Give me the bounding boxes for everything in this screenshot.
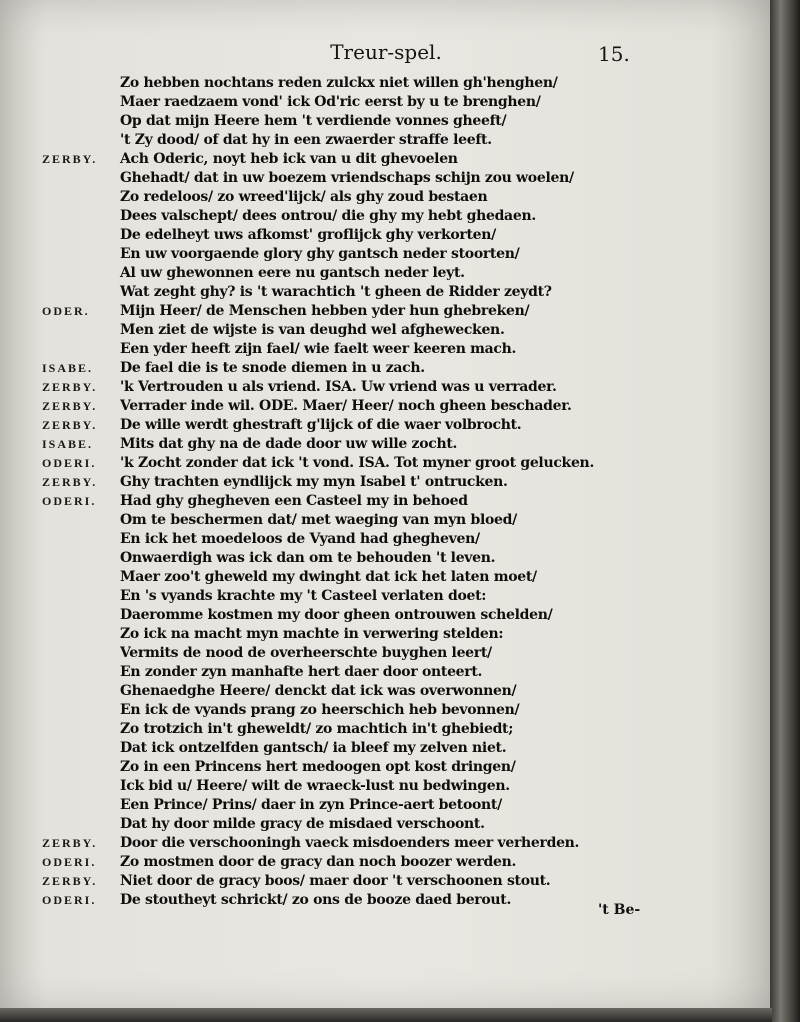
verse-line [0,188,760,207]
verse-text: Had ghy ghegheven een Casteel my in behoed [120,493,468,509]
verse-line [0,264,760,283]
speaker-label: ZERBY. [42,399,98,413]
verse-text: De edelheyt uws afkomst' groflijck ghy verkorten/ [120,227,496,243]
verse-text: De wille werdt ghestraft g'lijck of die waer volbrocht. [120,417,522,433]
page-bottom-edge [0,1008,772,1022]
book-spine [770,0,800,1022]
speaker-label: ZERBY. [42,152,98,166]
verse-text: En zonder zyn manhafte hert daer door onteert. [120,664,483,680]
verse-line [0,720,760,739]
verse-line [0,815,760,834]
verse-line [0,74,760,93]
verse-line [0,891,760,910]
verse-line [0,378,760,397]
verse-line [0,416,760,435]
verse-line [0,226,760,245]
speaker-label: ODERI. [42,494,97,508]
verse-line [0,644,760,663]
verse-line [0,473,760,492]
verse-text: Zo hebben nochtans reden zulckx niet willen gh'henghen/ [120,75,558,91]
verse-text: En 's vyands krachte my 't Casteel verlaten doet: [120,588,487,604]
verse-text: Een Prince/ Prins/ daer in zyn Prince-aert betoont/ [120,797,502,813]
verse-text: Dat hy door milde gracy de misdaed verschoont. [120,816,485,832]
verse-line [0,131,760,150]
catchword: 't Be- [598,902,641,918]
verse-line [0,549,760,568]
verse-text: Ach Oderic, noyt heb ick van u dit ghevoelen [120,151,458,167]
verse-text: Een yder heeft zijn fael/ wie faelt weer keeren mach. [120,341,517,357]
verse-line [0,777,760,796]
verse-line [0,834,760,853]
verse-text: Niet door de gracy boos/ maer door 't verschoonen stout. [120,873,551,889]
verse-text: Ick bid u/ Heere/ wilt de wraeck-lust nu bedwingen. [120,778,510,794]
verse-text: Dat ick ontzelfden gantsch/ ia bleef my zelven niet. [120,740,507,756]
verse-line [0,739,760,758]
speaker-label: ZERBY. [42,418,98,432]
verse-line [0,283,760,302]
verse-text: Zo ick na macht myn machte in verwering stelden: [120,626,504,642]
verse-text: 't Zy dood/ of dat hy in een zwaerder straffe leeft. [120,132,492,148]
speaker-label: ISABE. [42,437,94,451]
verse-line [0,530,760,549]
verse-line [0,796,760,815]
verse-text: Op dat mijn Heere hem 't verdiende vonnes gheeft/ [120,113,507,129]
verse-line [0,454,760,473]
verse-text: Mijn Heer/ de Menschen hebben yder hun ghebreken/ [120,303,530,319]
verse-text: En uw voorgaende glory ghy gantsch neder stoorten/ [120,246,520,262]
verse-line [0,397,760,416]
verse-text: Vermits de nood de overheerschte buyghen leert/ [120,645,492,661]
verse-line [0,758,760,777]
verse-text: Mits dat ghy na de dade door uw wille zocht. [120,436,458,452]
verse-text: 'k Vertrouden u als vriend. ISA. Uw vriend was u verrader. [120,379,557,395]
verse-text: De stoutheyt schrickt/ zo ons de booze daed berout. [120,892,512,908]
verse-text: Dees valschept/ dees ontrou/ die ghy my hebt ghedaen. [120,208,536,224]
verse-text: Maer raedzaem vond' ick Od'ric eerst by u te brenghen/ [120,94,541,110]
verse-line [0,872,760,891]
verse-text: De fael die is te snode diemen in u zach. [120,360,425,376]
verse-text: Ghehadt/ dat in uw boezem vriendschaps schijn zou woelen/ [120,170,574,186]
verse-line [0,321,760,340]
verse-line [0,245,760,264]
speaker-label: ZERBY. [42,874,98,888]
verse-line [0,169,760,188]
verse-text: Om te beschermen dat/ met waeging van myn bloed/ [120,512,517,528]
speaker-label: ZERBY. [42,380,98,394]
verse-text: Men ziet de wijste is van deughd wel afghewecken. [120,322,505,338]
verse-text: Zo trotzich in't gheweldt/ zo machtich in't ghebiedt; [120,721,514,737]
verse-text: Maer zoo't gheweld my dwinght dat ick het laten moet/ [120,569,537,585]
verse-text: Daeromme kostmen my door gheen ontrouwen schelden/ [120,607,553,623]
verse-line [0,853,760,872]
running-title: Treur-spel. [330,40,442,64]
verse-text: Ghenaedghe Heere/ denckt dat ick was overwonnen/ [120,683,517,699]
verse-line [0,701,760,720]
verse-text: En ick de vyands prang zo heerschich heb bevonnen/ [120,702,520,718]
verse-line [0,606,760,625]
verse-line [0,568,760,587]
verse-text: Door die verschooningh vaeck misdoenders meer verherden. [120,835,580,851]
verse-line [0,587,760,606]
verse-line [0,112,760,131]
speaker-label: ZERBY. [42,475,98,489]
speaker-label: ODERI. [42,893,97,907]
verse-line [0,663,760,682]
verse-text: 'k Zocht zonder dat ick 't vond. ISA. Tot myner groot gelucken. [120,455,595,471]
verse-text: Ghy trachten eyndlijck my myn Isabel t' ontrucken. [120,474,508,490]
verse-text: Verrader inde wil. ODE. Maer/ Heer/ noch gheen beschader. [120,398,572,414]
verse-line [0,302,760,321]
verse-line [0,93,760,112]
verse-line [0,150,760,169]
verse-line [0,435,760,454]
verse-line [0,625,760,644]
verse-text: Onwaerdigh was ick dan om te behouden 't leven. [120,550,496,566]
speaker-label: ZERBY. [42,836,98,850]
speaker-label: ODER. [42,304,90,318]
page-number: 15. [598,42,630,66]
speaker-label: ODERI. [42,855,97,869]
verse-line [0,340,760,359]
verse-line [0,207,760,226]
verse-text: Zo mostmen door de gracy dan noch boozer werden. [120,854,517,870]
verse-line [0,511,760,530]
verse-text: Zo redeloos/ zo wreed'lijck/ als ghy zoud bestaen [120,189,488,205]
speaker-label: ODERI. [42,456,97,470]
speaker-label: ISABE. [42,361,94,375]
verse-text: En ick het moedeloos de Vyand had ghegheven/ [120,531,480,547]
verse-text: Zo in een Princens hert medoogen opt kost dringen/ [120,759,516,775]
verse-text: Al uw ghewonnen eere nu gantsch neder leyt. [120,265,465,281]
verse-line [0,492,760,511]
verse-line [0,359,760,378]
verse-text: Wat zeght ghy? is 't warachtich 't gheen de Ridder zeydt? [120,284,552,300]
verse-line [0,682,760,701]
